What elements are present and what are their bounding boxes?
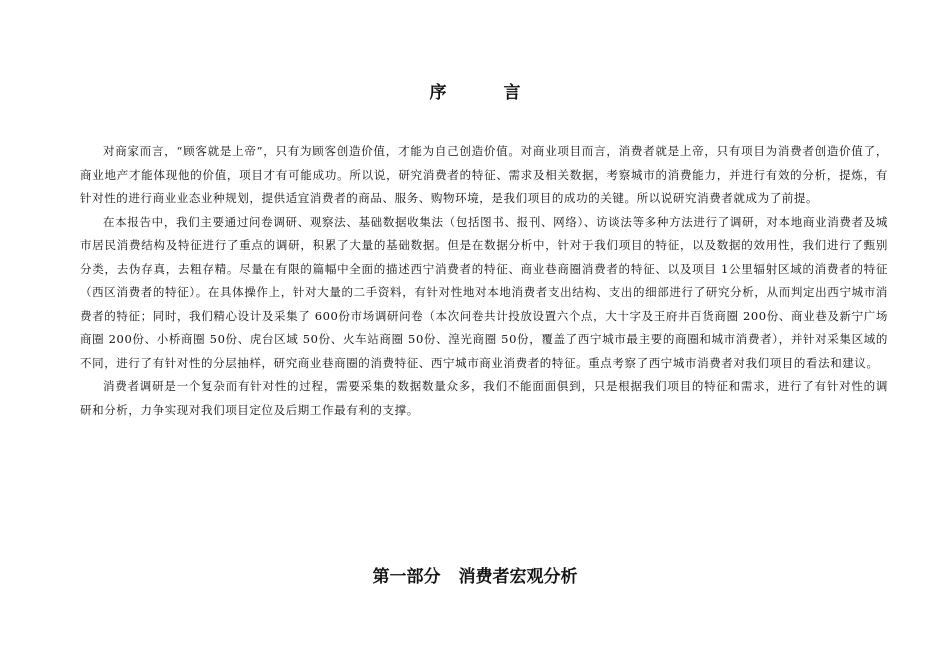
- paragraph-3: 消费者调研是一个复杂而有针对性的过程，需要采集的数据数量众多，我们不能面面俱到，只是根据我们项目的特征和需求，进行了有针对性的调研和分析，力争实现对我们项目定位及后期工作最有利的支撑。: [80, 379, 888, 417]
- section-part-label: 第一部分: [372, 567, 441, 587]
- section-heading: [0, 562, 950, 587]
- page-title: 序 言: [429, 83, 541, 103]
- section-title: 消费者宏观分析: [458, 567, 578, 587]
- paragraph-1: 对商家而言，“顾客就是上帝”，只有为顾客创造价值，才能为自己创造价值。对商业项目而言，消费者就是上帝，只有项目为消费者创造价值了，商业地产才能体现他的价值，项目才有可能成功。所以说，研究消费者的特征、需求及相关数据，考察城市的消费能力，并进行有效的分析，提炼，有针对性的进行商业业态业种规划，提供适宜消费者的商品、服务、购物环境，是我们项目的成功的关键。所以说研究消费者就成为了前提。: [80, 144, 888, 205]
- paragraph-2: 在本报告中，我们主要通过问卷调研、观察法、基础数据收集法（包括图书、报刊、网络）、访谈法等多种方法进行了调研，对本地商业消费者及城市居民消费结构及特征进行了重点的调研，积累了大量的基础数据。但是在数据分析中，针对于我们项目的特征，以及数据的效用性，我们进行了甄别分类，去伪存真，去粗存精。尽量在有限的篇幅中全面的描述西宁消费者的特征、商业巷商圈消费者的特征、以及项目 1公里辐射区域的消费者的特征（西区消费者的特征）。在具体操作上，针对大量的二手资料，有针对性地对本地消费者支出结构、支出的细部进行了研究分析，从而判定出西宁城市消费者的特征；同时，我们精心设计及采集了 600份市场调研问卷（本次问卷共计投放设置六个点，大十字及王府井百货商圈 200份、商业巷及新宁广场商圈 200份、小桥商圈 50份、虎台区域 50份、火车站商圈 50份、湟光商圈 50份，覆盖了西宁城市最主要的商圈和城市消费者），并针对采集区域的不同，进行了有针对性的分层抽样，研究商业巷商圈的消费特征、西宁城市商业消费者的特征。重点考察了西宁城市消费者对我们项目的看法和建议。: [80, 214, 888, 370]
- preface-body: [80, 140, 888, 422]
